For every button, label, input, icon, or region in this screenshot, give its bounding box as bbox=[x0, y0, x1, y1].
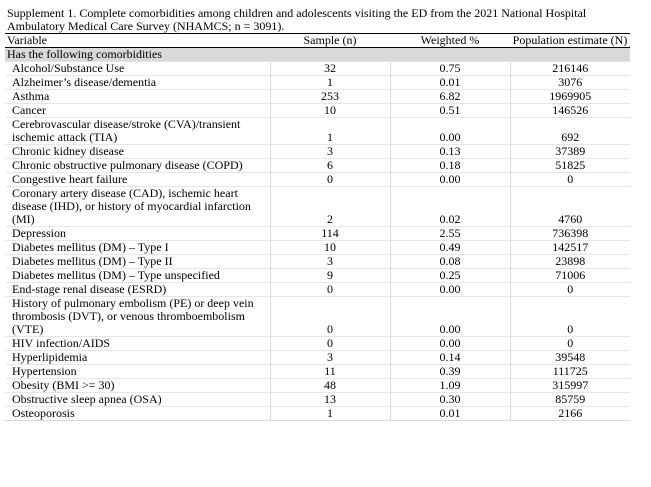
row-weighted: 0.00 bbox=[390, 173, 510, 187]
row-population: 23898 bbox=[510, 255, 630, 269]
row-sample: 13 bbox=[270, 393, 390, 407]
table-row bbox=[5, 76, 630, 90]
row-weighted: 0.51 bbox=[390, 104, 510, 118]
table-row bbox=[5, 62, 630, 76]
header-weighted: Weighted % bbox=[390, 34, 510, 48]
row-variable: Hyperlipidemia bbox=[5, 351, 270, 365]
row-population: 216146 bbox=[510, 62, 630, 76]
row-population: 85759 bbox=[510, 393, 630, 407]
table-caption: Supplement 1. Complete comorbidities among children and adolescents visiting the ED from the 2021 National Hospital Ambulatory Medical Care Survey (NHAMCS; n = 3091). bbox=[7, 6, 587, 33]
row-population: 0 bbox=[510, 173, 630, 187]
row-population: 37389 bbox=[510, 145, 630, 159]
row-sample: 1 bbox=[270, 118, 390, 145]
section-row bbox=[5, 48, 630, 62]
row-sample: 32 bbox=[270, 62, 390, 76]
row-population: 2166 bbox=[510, 407, 630, 421]
row-variable: Osteoporosis bbox=[5, 407, 270, 421]
table-row bbox=[5, 351, 630, 365]
table-row bbox=[5, 283, 630, 297]
row-weighted: 0.00 bbox=[390, 297, 510, 337]
table-row bbox=[5, 187, 630, 227]
row-weighted: 0.75 bbox=[390, 62, 510, 76]
table-row bbox=[5, 393, 630, 407]
row-variable: Hypertension bbox=[5, 365, 270, 379]
row-weighted: 0.49 bbox=[390, 241, 510, 255]
row-sample: 10 bbox=[270, 241, 390, 255]
table-row bbox=[5, 269, 630, 283]
row-sample: 3 bbox=[270, 255, 390, 269]
row-variable: Asthma bbox=[5, 90, 270, 104]
table-row bbox=[5, 255, 630, 269]
row-population: 4760 bbox=[510, 187, 630, 227]
row-population: 71006 bbox=[510, 269, 630, 283]
row-population: 146526 bbox=[510, 104, 630, 118]
row-weighted: 0.02 bbox=[390, 187, 510, 227]
row-sample: 3 bbox=[270, 145, 390, 159]
header-population: Population estimate (N) bbox=[510, 34, 630, 48]
row-weighted: 0.00 bbox=[390, 118, 510, 145]
row-variable: Diabetes mellitus (DM) – Type II bbox=[5, 255, 270, 269]
table-row bbox=[5, 104, 630, 118]
row-population: 736398 bbox=[510, 227, 630, 241]
document bbox=[5, 7, 630, 421]
row-weighted: 0.00 bbox=[390, 283, 510, 297]
section-label: Has the following comorbidities bbox=[5, 48, 630, 62]
row-sample: 3 bbox=[270, 351, 390, 365]
row-population: 39548 bbox=[510, 351, 630, 365]
row-sample: 0 bbox=[270, 297, 390, 337]
row-weighted: 0.14 bbox=[390, 351, 510, 365]
row-weighted: 0.39 bbox=[390, 365, 510, 379]
row-population: 0 bbox=[510, 297, 630, 337]
row-variable: Depression bbox=[5, 227, 270, 241]
row-weighted: 2.55 bbox=[390, 227, 510, 241]
row-population: 142517 bbox=[510, 241, 630, 255]
table-row bbox=[5, 297, 630, 337]
row-sample: 6 bbox=[270, 159, 390, 173]
row-population: 51825 bbox=[510, 159, 630, 173]
table-row bbox=[5, 241, 630, 255]
row-variable: HIV infection/AIDS bbox=[5, 337, 270, 351]
row-sample: 0 bbox=[270, 173, 390, 187]
row-variable: History of pulmonary embolism (PE) or deep vein thrombosis (DVT), or venous thromboembolism (VTE) bbox=[5, 297, 270, 337]
row-weighted: 1.09 bbox=[390, 379, 510, 393]
row-weighted: 0.01 bbox=[390, 407, 510, 421]
table-row bbox=[5, 365, 630, 379]
row-weighted: 0.30 bbox=[390, 393, 510, 407]
row-sample: 1 bbox=[270, 407, 390, 421]
row-sample: 48 bbox=[270, 379, 390, 393]
header-sample: Sample (n) bbox=[270, 34, 390, 48]
table-row bbox=[5, 145, 630, 159]
row-variable: Alzheimer’s disease/dementia bbox=[5, 76, 270, 90]
row-weighted: 0.25 bbox=[390, 269, 510, 283]
header-variable: Variable bbox=[5, 34, 270, 48]
row-population: 0 bbox=[510, 283, 630, 297]
row-variable: Alcohol/Substance Use bbox=[5, 62, 270, 76]
row-sample: 0 bbox=[270, 337, 390, 351]
row-weighted: 0.18 bbox=[390, 159, 510, 173]
row-variable: End-stage renal disease (ESRD) bbox=[5, 283, 270, 297]
table-row bbox=[5, 379, 630, 393]
row-variable: Obesity (BMI >= 30) bbox=[5, 379, 270, 393]
table-row bbox=[5, 173, 630, 187]
table-row bbox=[5, 159, 630, 173]
row-population: 111725 bbox=[510, 365, 630, 379]
row-variable: Cancer bbox=[5, 104, 270, 118]
row-sample: 0 bbox=[270, 283, 390, 297]
row-population: 315997 bbox=[510, 379, 630, 393]
table-row bbox=[5, 227, 630, 241]
row-population: 0 bbox=[510, 337, 630, 351]
row-weighted: 0.13 bbox=[390, 145, 510, 159]
row-weighted: 0.01 bbox=[390, 76, 510, 90]
row-variable: Congestive heart failure bbox=[5, 173, 270, 187]
row-variable: Cerebrovascular disease/stroke (CVA)/transient ischemic attack (TIA) bbox=[5, 118, 270, 145]
table-row bbox=[5, 337, 630, 351]
row-population: 692 bbox=[510, 118, 630, 145]
row-variable: Diabetes mellitus (DM) – Type I bbox=[5, 241, 270, 255]
row-sample: 9 bbox=[270, 269, 390, 283]
comorbidities-table bbox=[5, 33, 630, 421]
header-row bbox=[5, 34, 630, 48]
row-variable: Obstructive sleep apnea (OSA) bbox=[5, 393, 270, 407]
row-population: 1969905 bbox=[510, 90, 630, 104]
row-weighted: 0.08 bbox=[390, 255, 510, 269]
row-variable: Diabetes mellitus (DM) – Type unspecified bbox=[5, 269, 270, 283]
row-sample: 11 bbox=[270, 365, 390, 379]
table-row bbox=[5, 118, 630, 145]
row-variable: Chronic obstructive pulmonary disease (COPD) bbox=[5, 159, 270, 173]
row-sample: 253 bbox=[270, 90, 390, 104]
row-sample: 2 bbox=[270, 187, 390, 227]
row-sample: 10 bbox=[270, 104, 390, 118]
row-sample: 1 bbox=[270, 76, 390, 90]
row-variable: Coronary artery disease (CAD), ischemic heart disease (IHD), or history of myocardial infarction (MI) bbox=[5, 187, 270, 227]
table-row bbox=[5, 407, 630, 421]
row-weighted: 6.82 bbox=[390, 90, 510, 104]
row-weighted: 0.00 bbox=[390, 337, 510, 351]
row-variable: Chronic kidney disease bbox=[5, 145, 270, 159]
row-sample: 114 bbox=[270, 227, 390, 241]
table-row bbox=[5, 90, 630, 104]
row-population: 3076 bbox=[510, 76, 630, 90]
